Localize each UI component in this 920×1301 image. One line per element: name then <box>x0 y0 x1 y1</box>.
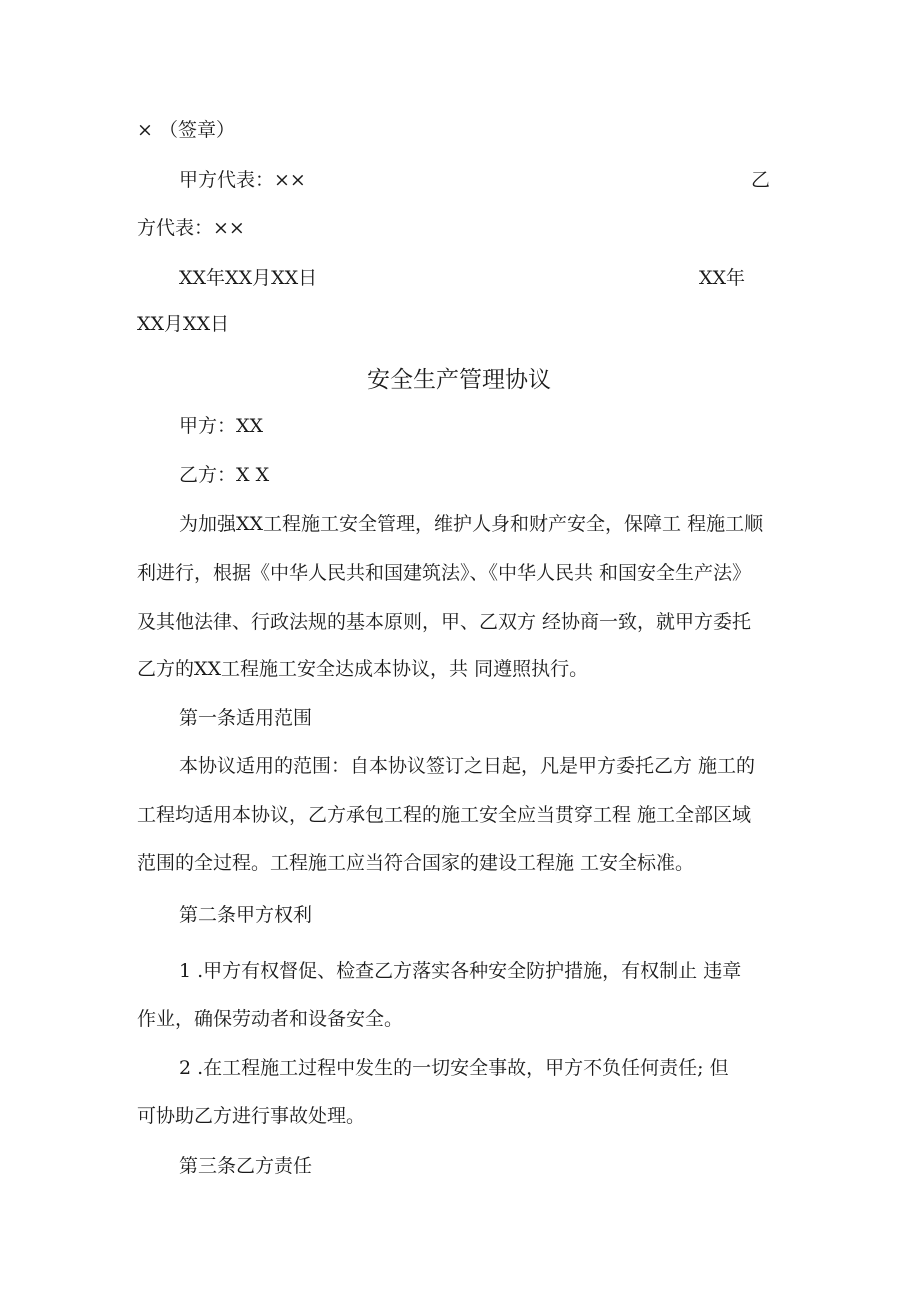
party-a-name: 甲方：XX <box>179 415 264 437</box>
article-1-line: 本协议适用的范围：自本协议签订之日起，凡是甲方委托乙方 施工的 <box>179 755 756 777</box>
preamble-line: 乙方的XX工程施工安全达成本协议，共 同遵照执行。 <box>137 658 589 680</box>
date-party-b-end: XX月XX日 <box>137 313 230 335</box>
article-3-heading: 第三条乙方责任 <box>179 1155 313 1177</box>
article-2-item-2-line: 可协助乙方进行事故处理。 <box>137 1105 366 1127</box>
article-2-item-1-line: 1 .甲方有权督促、检查乙方落实各种安全防护措施，有权制止 违章 <box>179 960 742 982</box>
article-2-heading: 第二条甲方权利 <box>179 904 313 926</box>
article-1-heading: 第一条适用范围 <box>179 707 313 729</box>
article-1-line: 范围的全过程。工程施工应当符合国家的建设工程施 工安全标准。 <box>137 852 695 874</box>
article-2-item-1-line: 作业，确保劳动者和设备安全。 <box>137 1008 404 1030</box>
article-2-item-2-line: 2 .在工程施工过程中发生的一切安全事故，甲方不负任何责任; 但 <box>179 1057 729 1079</box>
party-b-representative-end: 方代表：×× <box>137 217 245 239</box>
article-1-line: 工程均适用本协议，乙方承包工程的施工安全应当贯穿工程 施工全部区域 <box>137 804 752 826</box>
date-party-a: XX年XX月XX日 <box>179 267 318 289</box>
party-b-name: 乙方：X X <box>179 464 270 486</box>
preamble-line: 及其他法律、行政法规的基本原则，甲、乙双方 经协商一致，就甲方委托 <box>137 611 752 633</box>
preamble-line: 利进行，根据《中华人民共和国建筑法》、《中华人民共 和国安全生产法》 <box>137 562 752 584</box>
date-party-b-start: XX年 <box>699 267 746 289</box>
preamble-line: 为加强XX工程施工安全管理，维护人身和财产安全，保障工 程施工顺 <box>179 513 764 535</box>
party-a-representative: 甲方代表：×× <box>179 169 306 191</box>
document-title: 安全生产管理协议 <box>367 367 551 393</box>
party-b-representative-start: 乙 <box>751 169 771 191</box>
seal-line: × （签章） <box>137 119 235 141</box>
